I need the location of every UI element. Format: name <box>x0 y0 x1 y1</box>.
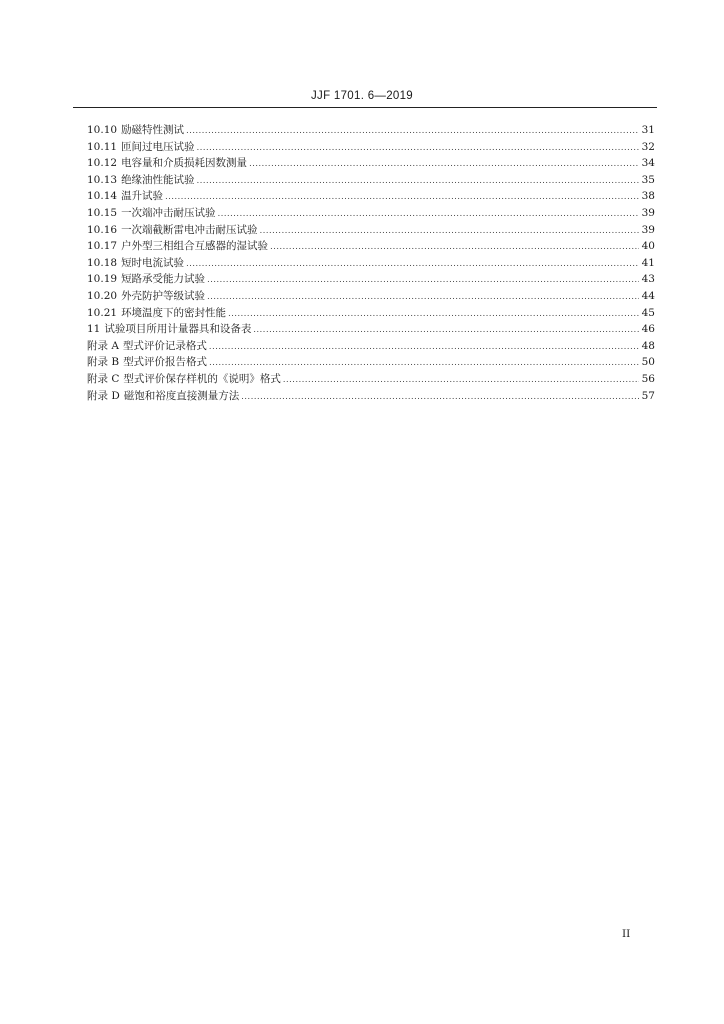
toc-entry[interactable] <box>87 205 655 222</box>
toc-entry-number: 10.18 <box>87 256 118 269</box>
toc-entry-number: 11 <box>87 323 101 336</box>
toc-entry-page: 57 <box>641 389 655 402</box>
toc-entry[interactable] <box>87 305 655 322</box>
toc-entry-number: 10.12 <box>87 157 118 170</box>
toc-entry[interactable] <box>87 188 655 205</box>
toc-entry-title: 匝间过电压试验 <box>121 140 195 153</box>
toc-entry[interactable] <box>87 155 655 172</box>
toc-entry-page: 43 <box>641 273 655 286</box>
toc-entry-title: 电容量和介质损耗因数测量 <box>121 157 248 170</box>
toc-entry-page: 34 <box>641 157 655 170</box>
toc-entry[interactable] <box>87 288 655 305</box>
toc-entry-page: 39 <box>641 223 655 236</box>
toc-entry-title: 一次端截断雷电冲击耐压试验 <box>121 223 258 236</box>
toc-entry-number: 附录 A <box>87 339 119 352</box>
toc-entry-page: 50 <box>641 356 655 369</box>
toc-entry-number: 10.14 <box>87 190 118 203</box>
toc-dot-leader <box>186 123 639 140</box>
toc-dot-leader <box>283 372 639 389</box>
header-rule <box>73 107 657 108</box>
toc-entry-title: 型式评价记录格式 <box>122 339 207 352</box>
toc-entry-number: 10.13 <box>87 173 118 186</box>
toc-entry-page: 48 <box>641 339 655 352</box>
toc-entry-number: 附录 D <box>87 389 120 402</box>
toc-entry-title: 磁饱和裕度直接测量方法 <box>123 389 240 402</box>
toc-entry-number: 10.17 <box>87 240 118 253</box>
toc-entry[interactable] <box>87 354 655 371</box>
toc-entry-title: 型式评价报告格式 <box>123 356 208 369</box>
toc-entry[interactable] <box>87 371 655 388</box>
toc-entry-page: 38 <box>641 190 655 203</box>
toc-entry-number: 附录 B <box>87 356 120 369</box>
toc-entry-title: 试验项目所用计量器具和设备表 <box>104 323 252 336</box>
toc-dot-leader <box>241 389 639 406</box>
toc-entry-page: 41 <box>641 256 655 269</box>
toc-entry[interactable] <box>87 139 655 156</box>
toc-entry-title: 短路承受能力试验 <box>121 273 206 286</box>
toc-entry[interactable] <box>87 222 655 239</box>
toc-entry-page: 40 <box>641 240 655 253</box>
toc-entry-page: 32 <box>641 140 655 153</box>
toc-entry-page: 45 <box>641 306 655 319</box>
toc-entry[interactable] <box>87 238 655 255</box>
toc-entry-page: 56 <box>641 372 655 385</box>
toc-dot-leader <box>186 256 639 273</box>
toc-dot-leader <box>253 322 639 339</box>
toc-entry[interactable] <box>87 271 655 288</box>
toc-entry-number: 10.15 <box>87 206 118 219</box>
table-of-contents <box>87 122 655 404</box>
toc-dot-leader <box>207 289 639 306</box>
toc-dot-leader <box>209 355 639 372</box>
toc-entry-page: 44 <box>641 289 655 302</box>
toc-dot-leader <box>165 189 639 206</box>
toc-entry-number: 10.19 <box>87 273 118 286</box>
toc-entry-number: 10.20 <box>87 289 118 302</box>
toc-entry-number: 10.21 <box>87 306 118 319</box>
toc-entry-page: 46 <box>641 323 655 336</box>
toc-entry-number: 10.11 <box>87 140 118 153</box>
toc-dot-leader <box>249 156 639 173</box>
toc-entry-number: 附录 C <box>87 372 120 385</box>
toc-entry-page: 39 <box>641 206 655 219</box>
toc-entry-number: 10.16 <box>87 223 118 236</box>
toc-entry-title: 绝缘油性能试验 <box>121 173 195 186</box>
toc-entry-page: 35 <box>641 173 655 186</box>
toc-entry-title: 一次端冲击耐压试验 <box>121 206 216 219</box>
toc-entry-number: 10.10 <box>87 124 118 136</box>
toc-entry[interactable] <box>87 388 655 405</box>
toc-entry-title: 环境温度下的密封性能 <box>121 306 227 319</box>
toc-entry-title: 励磁特性测试 <box>121 124 185 136</box>
toc-dot-leader <box>197 140 639 157</box>
toc-dot-leader <box>209 339 639 356</box>
toc-entry[interactable] <box>87 338 655 355</box>
toc-dot-leader <box>197 173 639 190</box>
toc-entry-title: 短时电流试验 <box>121 256 185 269</box>
running-header: JJF 1701. 6—2019 <box>311 90 413 102</box>
toc-dot-leader <box>218 206 639 223</box>
toc-entry-page: 31 <box>641 124 655 136</box>
page-number: II <box>622 928 631 940</box>
toc-dot-leader <box>270 239 639 256</box>
toc-entry[interactable] <box>87 172 655 189</box>
toc-entry-title: 型式评价保存样机的《说明》格式 <box>123 372 281 385</box>
toc-entry[interactable] <box>87 122 655 139</box>
toc-entry[interactable] <box>87 321 655 338</box>
toc-entry-title: 温升试验 <box>121 190 164 203</box>
toc-dot-leader <box>228 306 639 323</box>
toc-entry-title: 户外型三相组合互感器的湿试验 <box>121 240 269 253</box>
toc-dot-leader <box>260 223 639 240</box>
toc-dot-leader <box>207 272 639 289</box>
toc-entry[interactable] <box>87 255 655 272</box>
toc-entry-title: 外壳防护等级试验 <box>121 289 206 302</box>
